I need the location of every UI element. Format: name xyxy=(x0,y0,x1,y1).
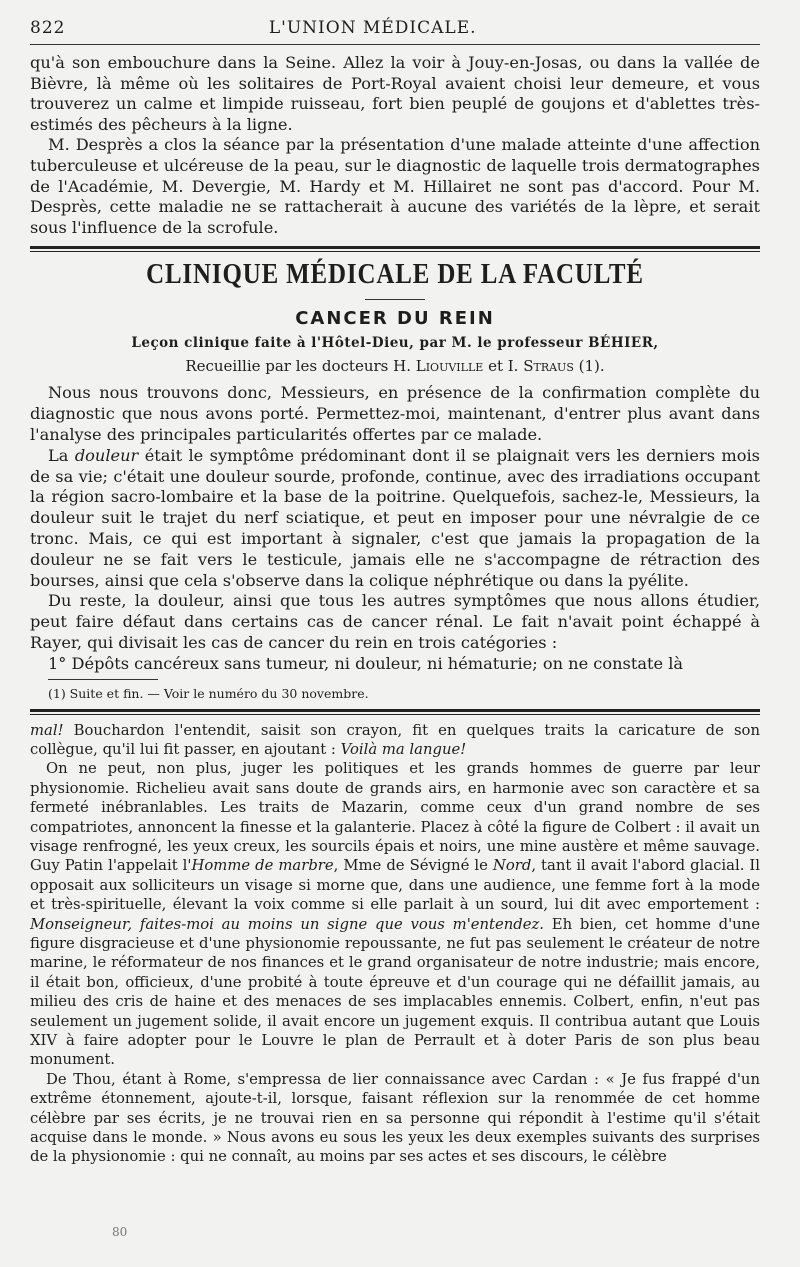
footnote-rule xyxy=(48,679,158,680)
paragraph: qu'à son embouchure dans la Seine. Allez la voir à Jouy-en-Josas, ou dans la vallée de Bièvre, là même où les solitaires de Port-Royal avaient choisi leur demeure, et vous trouverez un calme et limpide ruisseau, fort bien peuplé de goujons et d'ablettes très-estimés des pêcheurs à la ligne. xyxy=(30,53,760,134)
author-name: Straus xyxy=(523,357,574,376)
paragraph: De Thou, étant à Rome, s'empressa de lier connaissance avec Cardan : « Je fus frappé d'un extrême étonnement, ajoute-t-il, lorsque, faisant réflexion sur la renommée de cet homme célèbre par ses écrits, je ne trouvai rien en sa personne qui répondit à l'estime qu'il s'était acquise dans le monde. » Nous avons eu sous les yeux les deux exemples suivants des surprises de la physionomie : qui ne connaît, au moins par ses actes et ses discours, le célèbre xyxy=(30,1070,760,1166)
feuilleton-body xyxy=(30,721,760,1167)
paragraph: mal! Bouchardon l'entendit, saisit son crayon, fit en quelques traits la caricature de son collègue, qu'il lui fit passer, en ajoutant : Voilà ma langue! xyxy=(30,721,760,758)
paragraph: La douleur était le symptôme prédominant dont il se plaignait vers les derniers mois de sa vie; c'était une douleur sourde, profonde, continue, avec des irradiations occupant la région sacro-lombaire et la base de la poitrine. Quelquefois, sachez-le, Messieurs, la douleur suit le trajet du nerf sciatique, et peut en imposer pour une névralgie de ce tronc. Mais, ce qui est important à signaler, c'est que jamais la propagation de la douleur ne se fait vers le testicule, jamais elle ne s'accompagne de rétraction des bourses, ainsi que cela s'observe dans la colique néphrétique ou dans la pyélite. xyxy=(30,445,760,590)
paragraph: Du reste, la douleur, ainsi que tous les autres symptômes que nous allons étudier, peut faire défaut dans certains cas de cancer rénal. Le fait n'avait point échappé à Rayer, qui divisait les cas de cancer du rein en trois catégories : xyxy=(30,591,760,652)
lecture-line: Leçon clinique faite à l'Hôtel-Dieu, par M. le professeur BÉHIER, xyxy=(131,335,659,352)
header-rule xyxy=(30,44,760,45)
signature-mark: 80 xyxy=(112,1225,128,1239)
paragraph: On ne peut, non plus, juger les politiques et les grands hommes de guerre par leur physionomie. Richelieu avait sans doute de grands airs, en harmonie avec son caractère et sa fermeté inébranlables. Les traits de Mazarin, comme ceux d'un grand nombre de ses compatriotes, annoncent la finesse et la galanterie. Placez à côté la figure de Colbert : il avait un visage renfrogné, les yeux creux, les sourcils épais et noirs, une mine austère et même sauvage. Guy Patin l'appelait l'Homme de marbre, Mme de Sévigné le Nord, tant il avait l'abord glacial. Il opposait aux solliciteurs un visage si morne que, dans une audience, une femme fort à la mode et très-spirituelle, élevant la voix comme si elle parlait à un sourd, lui dit avec emportement : Monseigneur, faites-moi au moins un signe que vous m'entendez. Eh bien, cet homme d'une figure disgracieuse et d'une physionomie repoussante, ne fut pas seulement le créateur de notre marine, le réformateur de nos finances et le grand organisateur de notre industrie; mais encore, il était bon, officieux, d'une probité à toute épreuve et d'un courage qui ne défaillit jamais, au milieu des cris de haine et des menaces de ses implacables ennemis. Colbert, enfin, n'eut pas seulement un jugement solide, il avait encore un jugement exquis. Il contribua autant que Louis XIV à faire adopter pour le Louvre le plan de Perrault et à doter Paris de son plus beau monument. xyxy=(30,760,761,1069)
collected-by-line: Recueillie par les docteurs H. Liouville et I. Straus (1). xyxy=(185,357,605,376)
section-title: CLINIQUE MÉDICALE DE LA FACULTÉ xyxy=(146,258,644,291)
author-name: Liouville xyxy=(415,357,484,376)
article-subtitle: CANCER DU REIN xyxy=(295,308,495,330)
footnote: (1) Suite et fin. — Voir le numéro du 30 novembre. xyxy=(48,685,369,701)
article-body xyxy=(30,383,760,674)
preceding-article-end xyxy=(30,53,760,238)
running-header xyxy=(30,18,760,42)
page-number: 822 xyxy=(30,18,66,38)
paragraph: 1° Dépôts cancéreux sans tumeur, ni douleur, ni hématurie; on ne constate là xyxy=(48,653,684,673)
paragraph: M. Desprès a clos la séance par la présentation d'une malade atteinte d'une affection tuberculeuse et ulcéreuse de la peau, sur le diagnostic de laquelle trois dermatographes de l'Académie, M. Devergie, M. Hardy et M. Hillairet ne sont pas d'accord. Pour M. Desprès, cette maladie ne se rattacherait à aucune des variétés de la lèpre, et serait sous l'influence de la scrofule. xyxy=(30,135,760,237)
paragraph: Nous nous trouvons donc, Messieurs, en présence de la confirmation complète du diagnostic que nous avons porté. Permettez-moi, maintenant, d'entrer plus avant dans l'analyse des principales particularités offertes par ce malade. xyxy=(30,383,760,444)
feuilleton-divider xyxy=(30,709,760,715)
section-divider xyxy=(30,246,760,252)
title-rule xyxy=(365,299,425,300)
journal-title: L'UNION MÉDICALE. xyxy=(268,18,477,38)
